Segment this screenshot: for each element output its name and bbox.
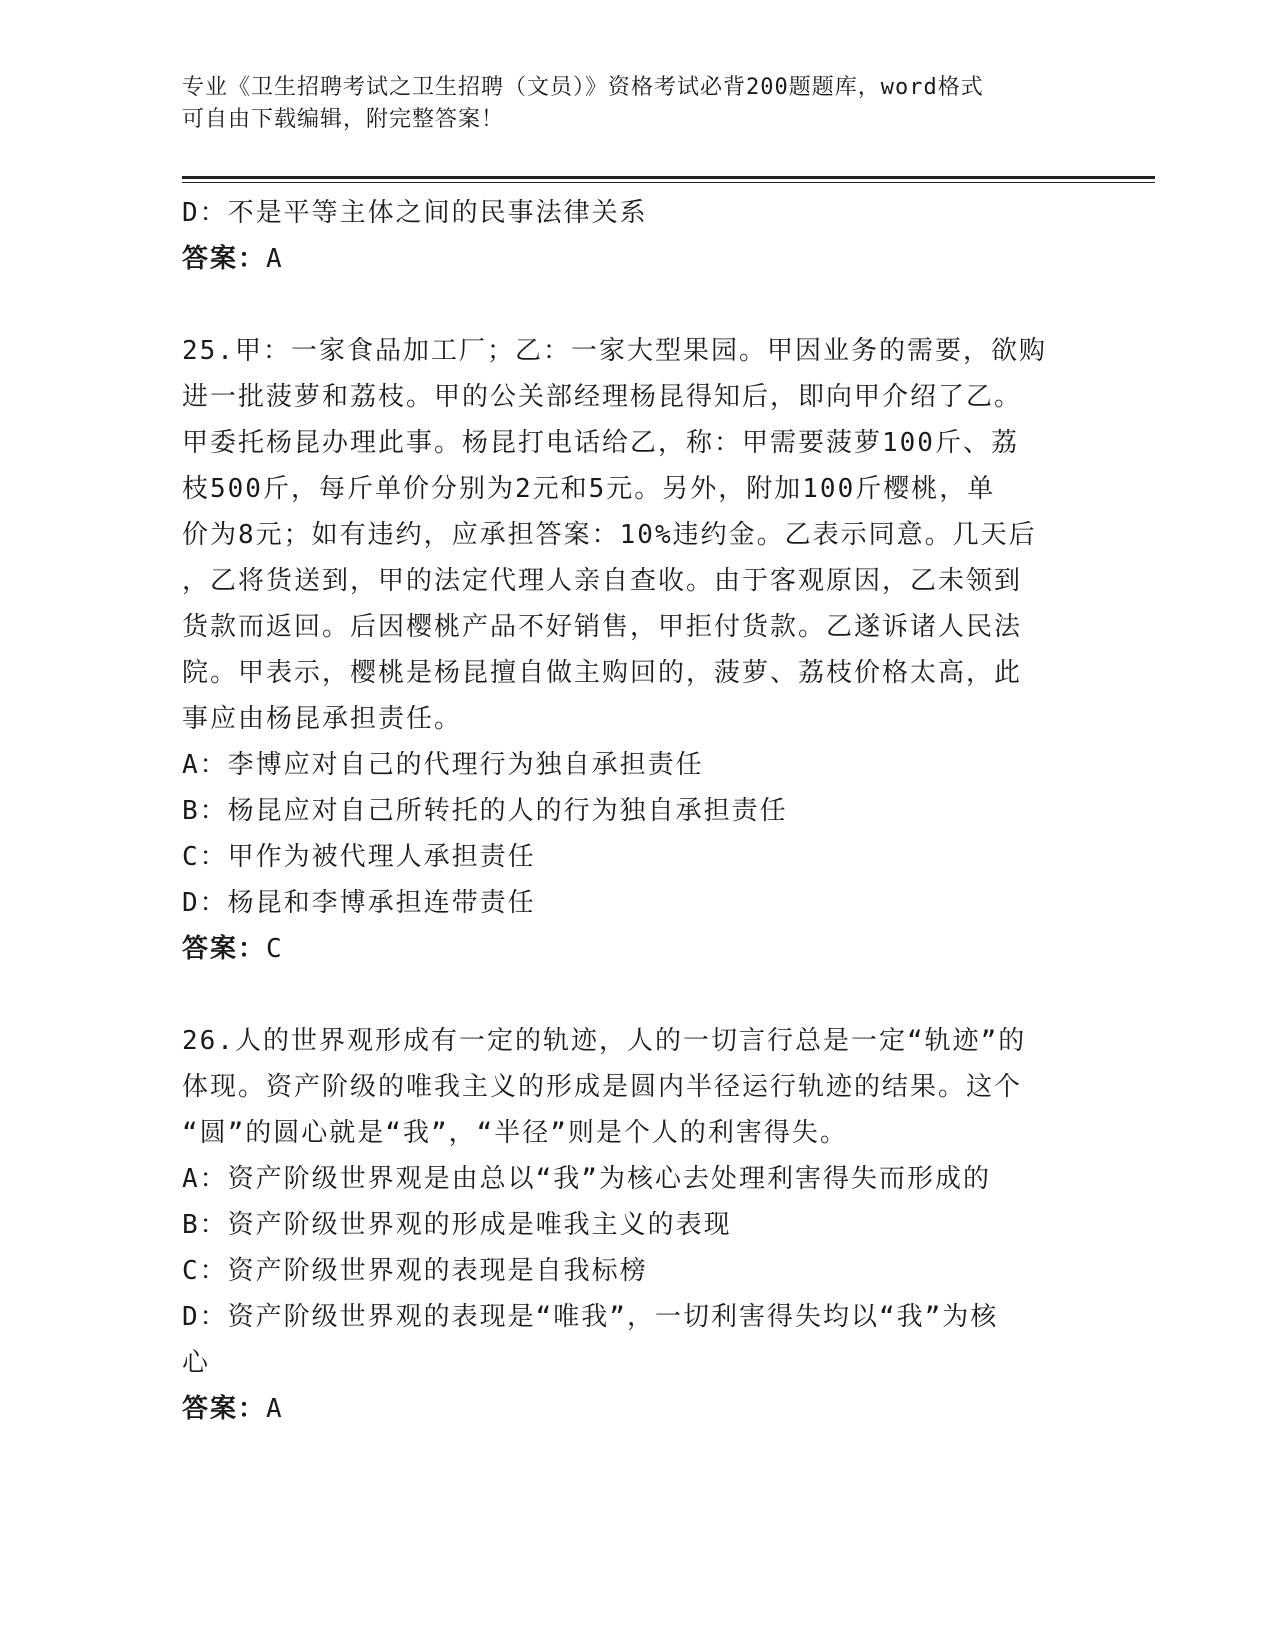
header-line-1: 专业《卫生招聘考试之卫生招聘（文员）》资格考试必背200题题库，word格式	[182, 75, 984, 100]
document-body	[182, 190, 1062, 1432]
header-line-2: 可自由下载编辑，附完整答案！	[182, 107, 505, 132]
answer-line	[182, 236, 1062, 282]
answer-value: C	[266, 934, 284, 964]
option-d: D：杨昆和李博承担连带责任	[182, 888, 536, 918]
question-text-line: 枝500斤，每斤单价分别为2元和5元。另外，附加100斤樱桃，单	[182, 474, 996, 504]
header-divider-thick	[182, 176, 1155, 179]
spacer	[182, 282, 1062, 328]
question-text-line: 货款而返回。后因樱桃产品不好销售，甲拒付货款。乙遂诉诸人民法	[182, 612, 1023, 642]
option-d: D：不是平等主体之间的民事法律关系	[182, 198, 648, 228]
answer-line	[182, 926, 1062, 972]
question-text-line: “圆”的圆心就是“我”，“半径”则是个人的利害得失。	[182, 1118, 848, 1148]
answer-label: 答案：	[182, 934, 267, 964]
option-b: B：资产阶级世界观的形成是唯我主义的表现	[182, 1210, 732, 1240]
answer-value: A	[266, 244, 284, 274]
option-a: A：资产阶级世界观是由总以“我”为核心去处理利害得失而形成的	[182, 1164, 991, 1194]
question-text-line: 26.人的世界观形成有一定的轨迹，人的一切言行总是一定“轨迹”的	[182, 1026, 1027, 1056]
header-divider-thin	[182, 182, 1155, 183]
answer-label: 答案：	[182, 244, 267, 274]
option-d: D：资产阶级世界观的表现是“唯我”，一切利害得失均以“我”为核	[182, 1302, 999, 1332]
question-text-line: 25.甲：一家食品加工厂；乙：一家大型果园。甲因业务的需要，欲购	[182, 336, 1047, 366]
option-c: C：资产阶级世界观的表现是自我标榜	[182, 1256, 648, 1286]
answer-line	[182, 1386, 1062, 1432]
answer-value: A	[266, 1394, 284, 1424]
question-26	[182, 1018, 1062, 1432]
option-c: C：甲作为被代理人承担责任	[182, 842, 536, 872]
question-text-line: 体现。资产阶级的唯我主义的形成是圆内半径运行轨迹的结果。这个	[182, 1072, 1023, 1102]
question-text-line: ，乙将货送到，甲的法定代理人亲自查收。由于客观原因，乙未领到	[182, 566, 1023, 596]
document-header	[182, 72, 1082, 136]
question-text-line: 价为8元；如有违约，应承担答案：10%违约金。乙表示同意。几天后	[182, 520, 1037, 550]
option-b: B：杨昆应对自己所转托的人的行为独自承担责任	[182, 796, 788, 826]
question-text-line: 进一批菠萝和荔枝。甲的公关部经理杨昆得知后，即向甲介绍了乙。	[182, 382, 1023, 412]
question-text-line: 院。甲表示，樱桃是杨昆擅自做主购回的，菠萝、荔枝价格太高，此	[182, 658, 1023, 688]
question-25	[182, 328, 1062, 972]
option-d-continuation: 心	[182, 1348, 211, 1378]
answer-label: 答案：	[182, 1394, 267, 1424]
previous-question-tail	[182, 190, 1062, 282]
question-text-line: 甲委托杨昆办理此事。杨昆打电话给乙，称：甲需要菠萝100斤、荔	[182, 428, 1019, 458]
spacer	[182, 972, 1062, 1018]
option-a: A：李博应对自己的代理行为独自承担责任	[182, 750, 704, 780]
question-text-line: 事应由杨昆承担责任。	[182, 704, 463, 734]
